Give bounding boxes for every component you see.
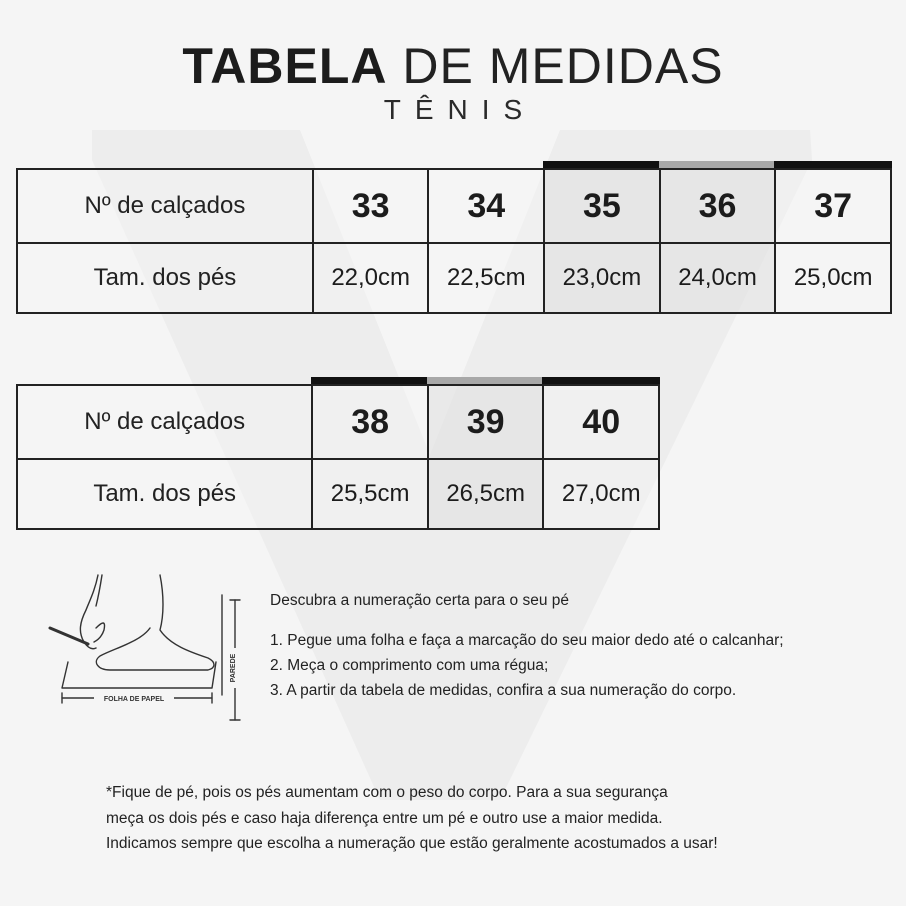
length-cell: 26,5cm bbox=[428, 459, 544, 529]
length-cell: 22,5cm bbox=[428, 243, 544, 313]
paper-label: FOLHA DE PAPEL bbox=[103, 696, 165, 703]
footnote bbox=[106, 780, 866, 857]
size-cell bbox=[313, 169, 429, 243]
instructions bbox=[270, 588, 890, 703]
footnote-line: *Fique de pé, pois os pés aumentam com o peso do corpo. Para a sua segurança bbox=[106, 784, 668, 801]
instruction-step: 3. A partir da tabela de medidas, confira a sua numeração do corpo. bbox=[270, 682, 737, 699]
page-subtitle: TÊNIS bbox=[383, 94, 537, 125]
table-row-sizes bbox=[17, 385, 659, 459]
wall-label: PAREDE bbox=[230, 653, 237, 683]
accent-bar bbox=[774, 161, 892, 168]
foot-measurement-illustration bbox=[40, 570, 250, 730]
size-cell bbox=[428, 385, 544, 459]
size-value: 36 bbox=[698, 186, 737, 225]
length-cell: 24,0cm bbox=[660, 243, 776, 313]
size-table-1 bbox=[16, 168, 892, 314]
title-light: DE MEDIDAS bbox=[402, 38, 724, 94]
row-label-feet: Tam. dos pés bbox=[17, 459, 312, 529]
instruction-step: 1. Pegue uma folha e faça a marcação do seu maior dedo até o calcanhar; bbox=[270, 632, 784, 649]
size-cell bbox=[660, 169, 776, 243]
size-table-2 bbox=[16, 384, 660, 530]
size-value: 35 bbox=[583, 186, 621, 225]
length-cell: 22,0cm bbox=[313, 243, 429, 313]
instruction-step: 2. Meça o comprimento com uma régua; bbox=[270, 657, 549, 674]
row-label-sizes: Nº de calçados bbox=[17, 169, 313, 243]
size-cell bbox=[775, 169, 891, 243]
accent-bar bbox=[659, 161, 777, 168]
size-value: 40 bbox=[582, 402, 621, 441]
size-value: 38 bbox=[351, 402, 390, 441]
length-cell: 27,0cm bbox=[543, 459, 659, 529]
size-value: 34 bbox=[467, 186, 506, 225]
table-row-lengths bbox=[17, 243, 891, 313]
title-bold: TABELA bbox=[182, 38, 388, 94]
length-cell: 25,5cm bbox=[312, 459, 428, 529]
row-label-feet: Tam. dos pés bbox=[17, 243, 313, 313]
length-cell: 23,0cm bbox=[544, 243, 660, 313]
size-cell bbox=[312, 385, 428, 459]
size-value: 33 bbox=[351, 186, 390, 225]
page-title bbox=[0, 38, 906, 94]
accent-bar bbox=[311, 377, 429, 384]
table-row-lengths bbox=[17, 459, 659, 529]
table-row-sizes bbox=[17, 169, 891, 243]
length-cell: 25,0cm bbox=[775, 243, 891, 313]
row-label-sizes: Nº de calçados bbox=[17, 385, 312, 459]
footnote-line: Indicamos sempre que escolha a numeração que estão geralmente acostumados a usar! bbox=[106, 835, 718, 852]
instructions-intro: Descubra a numeração certa para o seu pé bbox=[270, 592, 569, 609]
accent-bar bbox=[543, 161, 661, 168]
size-value: 37 bbox=[814, 186, 853, 225]
size-cell bbox=[543, 385, 659, 459]
size-cell bbox=[428, 169, 544, 243]
size-value: 39 bbox=[466, 402, 505, 441]
accent-bar bbox=[542, 377, 660, 384]
size-cell bbox=[544, 169, 660, 243]
accent-bar bbox=[427, 377, 545, 384]
footnote-line: meça os dois pés e caso haja diferença entre um pé e outro use a maior medida. bbox=[106, 809, 663, 827]
